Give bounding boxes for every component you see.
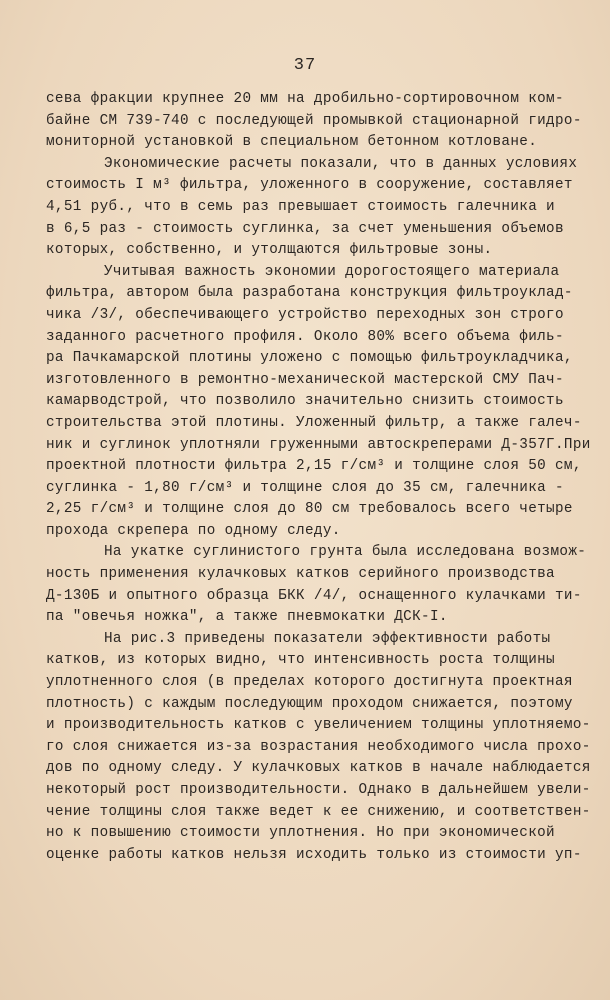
text-line: заданного расчетного профиля. Около 80% всего объема филь- — [46, 328, 564, 345]
text-line: катков, из которых видно, что интенсивность роста толщины — [46, 652, 555, 669]
text-line: камарводстрой, что позволило значительно снизить стоимость — [46, 393, 564, 410]
text-line: го слоя снижается из-за возрастания необходимого числа прохо- — [46, 738, 591, 755]
text-line: ник и суглинок уплотняли груженными автоскреперами Д-357Г.При — [46, 436, 591, 453]
text-line: Экономические расчеты показали, что в данных условиях — [104, 155, 578, 172]
text-line: дов по одному следу. У кулачковых катков в начале наблюдается — [46, 760, 591, 777]
page-number: 37 — [293, 56, 317, 75]
text-line: ность применения кулачковых катков серийного производства — [46, 566, 555, 583]
text-line: мониторной установкой в специальном бетонном котловане. — [46, 134, 538, 151]
text-line: суглинка - 1,80 г/см³ и толщине слоя до 35 см, галечника - — [46, 479, 564, 496]
text-line: но к повышению стоимости уплотнения. Но при экономической — [46, 825, 555, 842]
text-line: оценке работы катков нельзя исходить только из стоимости уп- — [46, 846, 582, 863]
text-line: ра Пачкамарской плотины уложено с помощью фильтроукладчика, — [46, 350, 573, 367]
text-line: изготовленного в ремонтно-механической мастерской СМУ Пач- — [46, 371, 564, 388]
text-line: уплотненного слоя (в пределах которого достигнута проектная — [46, 674, 573, 691]
body-text — [46, 89, 591, 866]
text-line: байне СМ 739-740 с последующей промывкой стационарной гидро- — [46, 112, 582, 129]
text-line: и производительность катков с увеличением толщины уплотняемо- — [46, 717, 591, 734]
text-line: в 6,5 раз - стоимость суглинка, за счет уменьшения объемов — [46, 220, 564, 237]
text-line: На укатке суглинистого грунта была исследована возмож- — [104, 544, 587, 561]
text-line: строительства этой плотины. Уложенный фильтр, а также галеч- — [46, 414, 582, 431]
text-line: стоимость I м³ фильтра, уложенного в сооружение, составляет — [46, 177, 573, 194]
text-line: На рис.3 приведены показатели эффективности работы — [104, 630, 551, 647]
text-line: проектной плотности фильтра 2,15 г/см³ и толщине слоя 50 см, — [46, 458, 582, 475]
text-line: Учитывая важность экономии дорогостоящего материала — [104, 263, 560, 280]
text-line: некоторый рост производительности. Однако в дальнейшем увели- — [46, 782, 591, 798]
text-line: Д-130Б и опытного образца БКК /4/, оснащенного кулачками ти- — [46, 587, 582, 604]
text-line: чение толщины слоя также ведет к ее снижению, и соответствен- — [46, 803, 591, 820]
text-line: фильтра, автором была разработана конструкция фильтроуклад- — [46, 285, 573, 302]
text-line: па "овечья ножка", а также пневмокатки ДСК-I. — [46, 609, 448, 626]
text-line: прохода скрепера по одному следу. — [46, 522, 341, 539]
text-line: 4,51 руб., что в семь раз превышает стоимость галечника и — [46, 198, 555, 215]
text-line: чика /3/, обеспечивающего устройство переходных зон строго — [46, 306, 564, 323]
text-line: сева фракции крупнее 20 мм на дробильно-сортировочном ком- — [46, 91, 564, 107]
text-line: 2,25 г/см³ и толщине слоя до 80 см требовалось всего четыре — [46, 501, 573, 518]
text-line: которых, собственно, и утолщаются фильтровые зоны. — [46, 242, 493, 259]
text-line: плотность) с каждым последующим проходом снижается, поэтому — [46, 695, 573, 712]
